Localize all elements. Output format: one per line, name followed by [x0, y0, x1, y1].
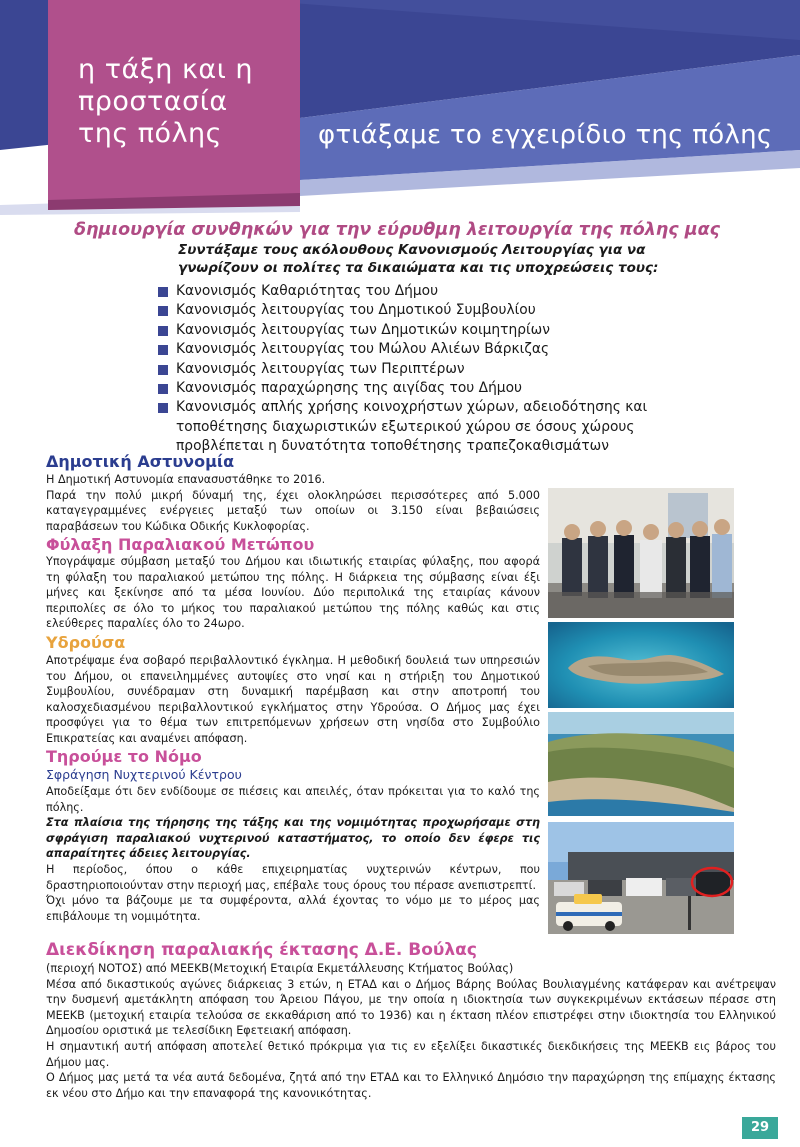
square-bullet-icon — [158, 306, 168, 316]
header-title-line: προστασία — [78, 86, 228, 117]
square-bullet-icon — [158, 345, 168, 355]
header-title-line: η τάξη και η — [78, 54, 254, 85]
list-item-text: Κανονισμός λειτουργίας των Περιπτέρων — [176, 360, 465, 377]
square-bullet-icon — [158, 365, 168, 375]
square-bullet-icon — [158, 326, 168, 336]
nightclub-parking-photo — [548, 822, 734, 934]
claim-paragraph: Ο Δήμος μας μετά τα νέα αυτά δεδομένα, ζητά από την ΕΤΑΔ και το Ελληνικό Δημόσιο την παραχώρηση της επίμαχης έκτασης εκ νέου στο Δήμο και την επαναφορά της κανονικότητας. — [46, 1071, 776, 1100]
list-item — [158, 321, 718, 340]
section-title: δημιουργία συνθηκών για την εύρυθμη λειτουργία της πόλης μας — [74, 220, 721, 240]
list-item-text: Κανονισμός λειτουργίας του Δημοτικού Συμβουλίου — [176, 302, 536, 319]
law-subheading: Σφράγηση Νυχτερινού Κέντρου — [46, 767, 242, 782]
law-text — [46, 784, 540, 924]
list-item — [158, 282, 718, 301]
police-meeting-photo — [548, 488, 734, 618]
page-number-badge: 29 — [742, 1117, 778, 1139]
ydrousa-text — [46, 653, 540, 747]
list-item — [158, 360, 718, 379]
ydrousa-coast-photo — [548, 712, 734, 816]
square-bullet-icon — [158, 384, 168, 394]
list-item — [158, 301, 718, 320]
list-item-text: Κανονισμός λειτουργίας του Μώλου Αλιέων Βάρκιζας — [176, 341, 550, 358]
claim-text — [46, 961, 776, 1101]
coast-paragraph: Υπογράψαμε σύμβαση μεταξύ του Δήμου και ιδιωτικής εταιρίας φύλαξης, που αφορά τη φύλαξη του παραλιακού μετώπου της πόλης. Η διάρκεια της σύμβασης είναι έξι μήνες και ξεκίνησε από τα μέσα Ιουνίου. Δύο περιπολικά της εταιρίας κάνουν περιπολίες σε όλο το μήκος του παραλιακού μετώπου της πόλης καθώς και στις ελεύθερες παραλίες όλο το 24ωρο. — [46, 555, 540, 631]
list-item — [158, 379, 718, 398]
coast-heading: Φύλαξη Παραλιακού Μετώπου — [46, 535, 315, 554]
police-heading: Δημοτική Αστυνομία — [46, 452, 235, 471]
police-paragraph: Παρά την πολύ μικρή δύναμή της, έχει ολοκληρώσει περισσότερες από 5.000 καταγεγραμμένες ενέργειες μεταξύ των οποίων οι 3.150 είναι βεβαιώσεις παραβάσεων του Κώδικα Οδικής Κυκλοφορίας. — [46, 488, 540, 533]
law-paragraph: Όχι μόνο τα βάζουμε με τα συμφέροντα, αλλά έχοντας το νόμο με το μέρος μας επιβάλουμε τη νομιμότητα. — [46, 894, 540, 923]
coast-text — [46, 554, 540, 632]
header-title-line: της πόλης — [78, 118, 223, 149]
police-paragraph: Η Δημοτική Αστυνομία επανασυστάθηκε το 2016. — [46, 473, 326, 486]
police-text — [46, 472, 540, 534]
square-bullet-icon — [158, 287, 168, 297]
claim-paragraph: Η σημαντική αυτή απόφαση αποτελεί θετικό πρόκριμα για τις εν εξελίξει δικαστικές διεκδικήσεις της ΜΕΕΚΒ εις βάρος του Δήμου μας. — [46, 1039, 776, 1069]
claim-paragraph: Μέσα από δικαστικούς αγώνες διάρκειας 3 ετών, η ΕΤΑΔ και ο Δήμος Βάρης Βούλας Βουλιαγμένης κατάφεραν και ανέτρεψαν την δυσμενή αμετάκλητη απόφαση του Άρειου Πάγου, με την οποία η ιδιοκτησία των συγκεκριμένων εκτάσεων πέρασε στη ΜΕΕΚΒ (μετοχική εταιρία τελούσα σε εκκαθάριση από το 1936) και η έκταση πλέον επιστρέφει στην ιδιοκτησία του Ελληνικού Δημοσίου οριστικά με τελεσίδικη Εφετειακή απόφαση. — [46, 977, 776, 1038]
law-heading: Τηρούμε το Νόμο — [46, 747, 202, 766]
header-subtitle: φτιάξαμε το εγχειρίδιο της πόλης — [318, 120, 773, 150]
square-bullet-icon — [158, 403, 168, 413]
claim-heading: Διεκδίκηση παραλιακής έκτασης Δ.Ε. Βούλας — [46, 940, 477, 960]
list-item-text: Κανονισμός λειτουργίας των Δημοτικών κοιμητηρίων — [176, 321, 550, 338]
list-item — [158, 340, 718, 359]
list-item-text: Κανονισμός απλής χρήσης κοινοχρήστων χώρων, αδειοδότησης και τοποθέτησης διαχωριστικών εξωτερικού χώρου σε όσους χώρους προβλέπεται η δυνατότητα τοποθέτησης τραπεζοκαθισμάτων — [176, 399, 648, 455]
law-paragraph: Η περίοδος, όπου ο κάθε επιχειρηματίας νυχτερινών κέντρων, που δραστηριοποιούνταν στην περιοχή μας, επέβαλε τους όρους του πέρασε ανεπιστρεπτί. — [46, 862, 540, 892]
list-item-text: Κανονισμός παραχώρησης της αιγίδας του Δήμου — [176, 380, 523, 397]
law-paragraph: Αποδείξαμε ότι δεν ενδίδουμε σε πιέσεις και απειλές, όταν πρόκειται για το καλό της πόλης. — [46, 785, 540, 814]
list-item — [158, 398, 718, 456]
list-item-text: Κανονισμός Καθαριότητας του Δήμου — [176, 283, 439, 299]
regulations-list — [158, 282, 718, 457]
intro-text: Συντάξαμε τους ακόλουθους Κανονισμούς Λειτουργίας για να γνωρίζουν οι πολίτες τα δικαιώματα και τις υποχρεώσεις τους: — [178, 242, 659, 276]
claim-paragraph: (περιοχή ΝΟΤΟΣ) από ΜΕΕΚΒ(Μετοχική Εταιρία Εκμετάλλευσης Κτήματος Βούλας) — [46, 962, 514, 975]
ydrousa-island-photo — [548, 622, 734, 708]
ydrousa-paragraph: Αποτρέψαμε ένα σοβαρό περιβαλλοντικό έγκλημα. Η μεθοδική δουλειά των υπηρεσιών του Δήμου, οι επανειλημμένες αυτοψίες στο νησί και η στήριξη του Δημοτικού Συμβουλίου, συνέδραμαν στη δυναμική παρέμβαση και στην αποτροπή του καλοσχεδιασμένου περιβαλλοντικού εγκλήματος στην Υδρούσα. Ο Δήμος μας έχει προσφύγει για το θέμα των επιτρεπόμενων χρήσεων στη νησίδα στο Συμβούλιο Επικρατείας και αναμένει απόφαση. — [46, 654, 540, 745]
header-title — [78, 54, 278, 150]
ydrousa-heading: Υδρούσα — [46, 633, 126, 652]
law-paragraph-bold: Στα πλαίσια της τήρησης της τάξης και της νομιμότητας προχωρήσαμε στη σφράγιση παραλιακού νυχτερινού καταστήματος, το οποίο δεν έφερε τις απαραίτητες άδειες λειτουργίας. — [46, 816, 540, 861]
